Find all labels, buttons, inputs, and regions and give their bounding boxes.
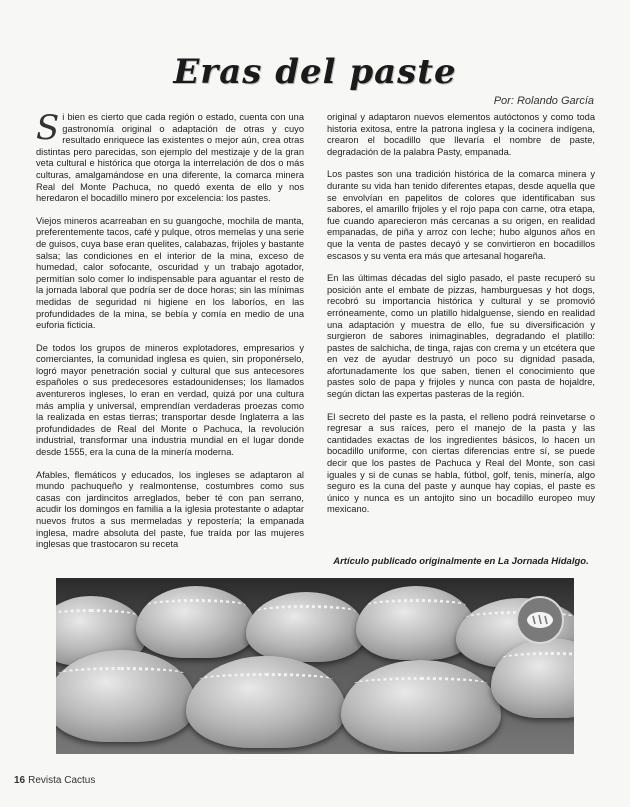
pastes-photo <box>56 578 574 754</box>
right-column <box>327 112 595 527</box>
paragraph-text: i bien es cierto que cada región o estado, cuenta con una gastronomía original o adaptación de otras y cuyo resultado enriquece las existentes o mejor aún, crea otras distintas pero parecidas, son ejemplo del mestizaje y de la gran veta cultural e histórica que otorga la interrelación de dos o más culturas, amalgamándose en una diferente, la comarca minera Real del Monte Pachuca, no quedó exenta de ello y nos heredaron el bocadillo minero por excelencia: los pastes. <box>36 112 304 204</box>
paragraph: Viejos mineros acarreaban en su guangoche, mochila de manta, preferentemente tacos, café y pulque, otros memelas y una serie de guisos, cuya base eran quelites, calabazas, frijoles y bastante salsa; las condiciones en el interior de la mina, exceso de humedad, calor sofocante, oscuridad y un trabajo agotador, permitían solo comer lo indispensable para aguantar el resto de la jornada laboral que podría ser de doce horas; sin las mínimas medidas de seguridad ni higiene en los laboríos, en las profundidades de la mina, se bebía y comía en medio de una euforia ficticia. <box>36 215 304 331</box>
paragraph: Afables, flemáticos y educados, los ingleses se adaptaron al mundo pachuqueño y realmontense, costumbres como sus casas con jardincitos arreglados, beber té con pan serrano, acudir los domingos en familia a la iglesia protestante o adaptar nuevos frutos a sus mermeladas y repostería; la empanada inglesa, madre absoluta del paste, fue traída por las mujeres inglesas que trastocaron su receta <box>36 469 304 550</box>
paragraph: En las últimas décadas del siglo pasado, el paste recuperó su posición ante el embate de pizzas, hamburguesas y hot dogs, recobró su importancia histórica y cultural y se promovió erróneamente, como un platillo hidalguense, siendo en realidad una adaptación y muestra de ello, fue su diversificación y surgieron de sabores inimaginables, degradando el platillo: pastes de salchicha, de tinga, rajas con crema y un etcétera que en vez de ayudar destruyó un poco su dignidad pasada, afortunadamente los que saben, tienen el conocimiento que pastes solo de papa y frijoles y nunca con pasta de hojaldre, según dictan las expertas pasteras de la región. <box>327 273 595 400</box>
paste-pastry <box>186 656 346 748</box>
drop-cap: S <box>36 108 60 148</box>
article-credit: Artículo publicado originalmente en La Jornada Hidalgo. <box>333 556 589 567</box>
article-title: Eras del paste <box>173 52 457 92</box>
article-byline: Por: Rolando García <box>493 95 594 107</box>
paragraph <box>36 108 304 205</box>
paragraph: De todos los grupos de mineros explotadores, empresarios y comerciantes, la comunidad inglesa es quien, sin proponérselo, logró mayor penetración social y cultural que sus antecesores españoles o sus predecesores estadounidenses; los llamados aventureros ingleses, lo eran en verdad, quizá por una cultura más amplia y universal, emprendían verdaderas proezas como la realizada en estas tierras; transportar desde Inglaterra a las profundidades de Real del Monte o Pachuca, la revolución industrial, transformar una industria mundial en el lugar donde desde 1555, era la cuna de la minería moderna. <box>36 342 304 458</box>
paste-pastry <box>136 586 256 658</box>
paragraph: El secreto del paste es la pasta, el relleno podrá reinvetarse o regresar a sus raíces, pero el manejo de la pasta y las cantidades exactas de los ingredientes básicos, lo hacen un bocadillo uniforme, con ciertas diferencias entre sí, se puede decir que los pastes de Pachuca y Real del Monte, son casi iguales y si de cunas se habla, fútbol, golf, tenis, minería, algo seguro es la cuna del paste y aunque hay copias, el paste es único y nunca es un antojito sino un bocadillo europeo muy mexicano. <box>327 411 595 515</box>
paragraph: Los pastes son una tradición histórica de la comarca minera y durante su vida han tenido diferentes etapas, desde aquella que se envolvían en papelitos de colores que identificaban sus sabores, el amarillo frijoles y el rojo papa con carne, otra etapa, fue cuando aparecieron más cercanas a su origen, en realidad empanadas, de piña y arroz con leche; hubo algunos años en que la venta de pastes decayó y se convirtieron en bocadillos escasos y su venta era más que artesanal hogareña. <box>327 169 595 261</box>
page-footer <box>14 775 95 786</box>
paragraph: original y adaptaron nuevos elementos autóctonos y como toda historia exitosa, entre la patrona inglesa y la cocinera indígena, crearon el bocadillo que llevaría el nombre de paste, degradación de la palabra Pasty, empanada. <box>327 112 595 157</box>
publication-name: Revista Cactus <box>28 775 96 786</box>
left-column <box>36 108 304 562</box>
bread-icon <box>516 596 564 644</box>
paste-pastry <box>56 650 196 742</box>
paste-pastry <box>246 592 366 662</box>
page-number: 16 <box>14 775 26 786</box>
paste-pastry <box>341 660 501 752</box>
